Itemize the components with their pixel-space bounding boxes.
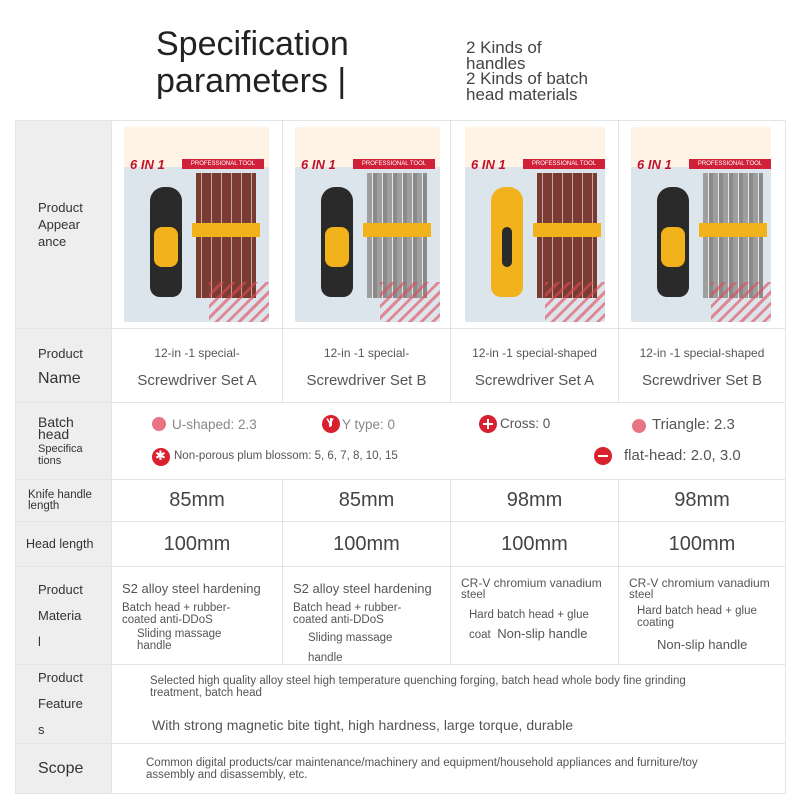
name-2-line-1: 12-in -1 special-	[323, 346, 410, 360]
label-material: Product Materia l	[16, 567, 112, 665]
label-name: Product Name	[16, 329, 112, 403]
row-features	[16, 665, 786, 744]
page-title	[156, 26, 349, 100]
row-batch-head	[16, 403, 786, 480]
head-length-3: 100mm	[451, 522, 619, 567]
knife-length-3: 98mm	[451, 480, 619, 522]
subtitle-line-3: 2 Kinds of batch	[466, 69, 588, 88]
batch-head-cell	[112, 403, 786, 480]
knife-length-2: 85mm	[283, 480, 451, 522]
u-shaped-spec: U-shaped: 2.3	[172, 417, 257, 432]
name-1-line-1: 12-in -1 special-	[154, 346, 240, 360]
name-4-line-2: Screwdriver Set B	[641, 372, 763, 389]
subtitle-line-1: 2 Kinds of	[466, 38, 542, 57]
product-package-2	[295, 127, 440, 322]
product-image-3	[451, 121, 619, 329]
knife-length-1: 85mm	[112, 480, 283, 522]
product-package-4	[631, 127, 771, 322]
badge-2: 6 IN 1	[301, 157, 336, 172]
subtitle	[466, 40, 588, 102]
name-2-line-2: Screwdriver Set B	[306, 372, 427, 389]
features-line-2: treatment, batch head	[150, 687, 262, 699]
material-cell-1: S2 alloy steel hardening Batch head + rubber- coated anti-DDoS Sliding massage handle	[112, 567, 283, 665]
tag-3: PROFESSIONAL TOOL	[523, 159, 605, 169]
material-cell-4: CR-V chromium vanadium steel Hard batch head + glue coating Non-slip handle	[619, 567, 786, 665]
head-length-4: 100mm	[619, 522, 786, 567]
scope-line-2: assembly and disassembly, etc.	[146, 768, 308, 781]
name-cell-3	[451, 329, 619, 403]
row-appearance	[16, 121, 786, 329]
product-image-2	[283, 121, 451, 329]
head-length-2: 100mm	[283, 522, 451, 567]
handle-2	[321, 187, 353, 297]
subtitle-line-2: handles	[466, 53, 526, 73]
name-cell-1	[112, 329, 283, 403]
product-image-4	[619, 121, 786, 329]
features-line-3: With strong magnetic bite tight, high hardness, large torque, durable	[152, 717, 574, 733]
name-cell-2	[283, 329, 451, 403]
product-image-1	[112, 121, 283, 329]
tag-1: PROFESSIONAL TOOL	[182, 159, 264, 169]
row-scope	[16, 744, 786, 794]
name-1-line-2: Screwdriver Set A	[137, 372, 257, 389]
knife-length-4: 98mm	[619, 480, 786, 522]
title-line-2: parameters |	[156, 62, 347, 100]
scope-line-1: Common digital products/car maintenance/machinery and equipment/household appliances and furniture/toy	[146, 756, 698, 769]
name-3-line-1: 12-in -1 special-shaped	[472, 346, 597, 360]
row-name	[16, 329, 786, 403]
product-package-3	[465, 127, 605, 322]
row-head-length	[16, 522, 786, 567]
product-package-1	[124, 127, 269, 322]
name-3-line-2: Screwdriver Set A	[474, 372, 595, 389]
flat-head-spec: flat-head: 2.0, 3.0	[624, 447, 741, 464]
material-cell-2: S2 alloy steel hardening Batch head + rubber- coated anti-DDoS Sliding massage handle	[283, 567, 451, 665]
title-line-1: Specification	[156, 25, 349, 63]
handle-3	[491, 187, 523, 297]
label-head: Head length	[16, 522, 112, 567]
row-knife-length	[16, 480, 786, 522]
features-cell	[112, 665, 786, 744]
u-shaped-icon	[152, 417, 166, 431]
head-length-1: 100mm	[112, 522, 283, 567]
label-appearance: Product Appear ance	[16, 121, 112, 329]
spec-table	[15, 120, 786, 794]
name-4-line-1: 12-in -1 special-shaped	[639, 346, 765, 360]
badge-1: 6 IN 1	[130, 157, 165, 172]
plum-blossom-icon	[152, 448, 170, 466]
y-type-spec: Y type: 0	[342, 417, 396, 432]
subtitle-line-4: head materials	[466, 84, 578, 104]
material-cell-3: CR-V chromium vanadium steel Hard batch head + glue coat Non-slip handle	[451, 567, 619, 665]
label-batch: Batch head Specifica tions	[16, 403, 112, 480]
label-scope: Scope	[16, 744, 112, 794]
badge-3: 6 IN 1	[471, 157, 506, 172]
plum-blossom-spec: Non-porous plum blossom: 5, 6, 7, 8, 10, 15	[174, 450, 398, 462]
handle-4	[657, 187, 689, 297]
triangle-icon	[632, 419, 646, 433]
label-features: Product Feature s	[16, 665, 112, 744]
features-line-1: Selected high quality alloy steel high temperature quenching forging, batch head whole body fine grinding	[150, 675, 686, 687]
triangle-spec: Triangle: 2.3	[652, 416, 735, 433]
y-type-icon	[322, 415, 340, 433]
scope-cell	[112, 744, 786, 794]
row-material	[16, 567, 786, 665]
handle-1	[150, 187, 182, 297]
cross-spec: Cross: 0	[500, 416, 551, 431]
tag-2: PROFESSIONAL TOOL	[353, 159, 435, 169]
badge-4: 6 IN 1	[637, 157, 672, 172]
flat-head-icon	[594, 447, 612, 465]
label-knife: Knife handle length	[16, 480, 112, 522]
name-cell-4	[619, 329, 786, 403]
cross-icon	[479, 415, 497, 433]
tag-4: PROFESSIONAL TOOL	[689, 159, 771, 169]
